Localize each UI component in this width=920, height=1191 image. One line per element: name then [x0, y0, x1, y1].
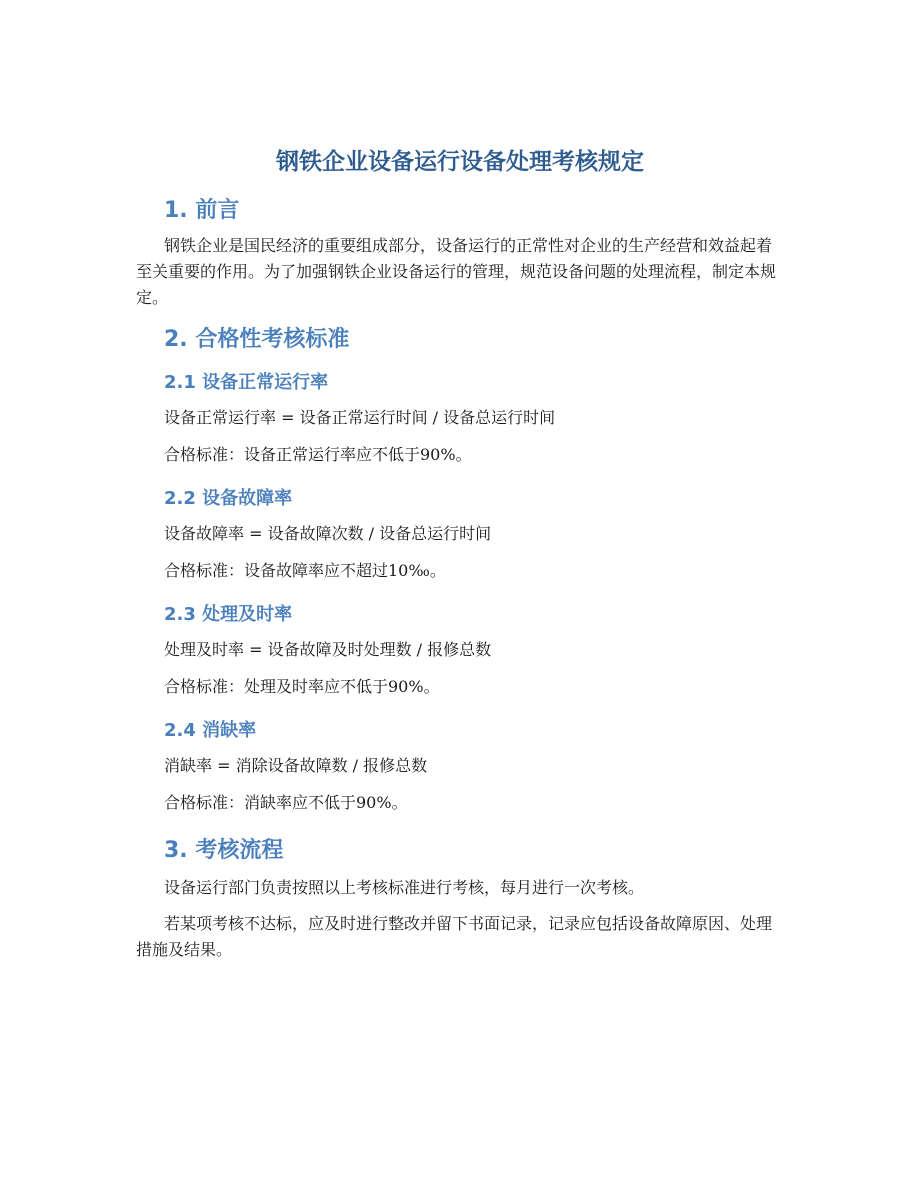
- subsection-2-1-heading: 2.1 设备正常运行率: [164, 372, 329, 393]
- subsection-2-3-heading: 2.3 处理及时率: [164, 604, 293, 625]
- subsection-2-4-standard: 合格标准：消缺率应不低于90%。: [164, 793, 408, 812]
- section-3-heading: 3. 考核流程: [164, 838, 284, 863]
- section-3-paragraph-2: 若某项考核不达标，应及时进行整改并留下书面记录，记录应包括设备故障原因、处理措施及结果。: [136, 914, 773, 959]
- section-2-heading: 2. 合格性考核标准: [164, 327, 350, 352]
- document-title: 钢铁企业设备运行设备处理考核规定: [276, 149, 644, 175]
- subsection-2-1-formula: 设备正常运行率 = 设备正常运行时间 / 设备总运行时间: [164, 408, 556, 427]
- subsection-2-2-heading: 2.2 设备故障率: [164, 488, 293, 509]
- subsection-2-1-standard: 合格标准：设备正常运行率应不低于90%。: [164, 445, 472, 464]
- section-1-heading: 1. 前言: [164, 198, 240, 223]
- subsection-2-3-standard: 合格标准：处理及时率应不低于90%。: [164, 677, 440, 696]
- subsection-2-3-formula: 处理及时率 = 设备故障及时处理数 / 报修总数: [164, 640, 492, 659]
- section-3-paragraph-1: 设备运行部门负责按照以上考核标准进行考核，每月进行一次考核。: [164, 878, 645, 897]
- subsection-2-2-formula: 设备故障率 = 设备故障次数 / 设备总运行时间: [164, 524, 492, 543]
- subsection-2-4-formula: 消缺率 = 消除设备故障数 / 报修总数: [164, 756, 428, 775]
- subsection-2-2-standard: 合格标准：设备故障率应不超过10‰。: [164, 561, 446, 580]
- section-1-paragraph: 钢铁企业是国民经济的重要组成部分，设备运行的正常性对企业的生产经营和效益起着至关重要的作用。为了加强钢铁企业设备运行的管理，规范设备问题的处理流程，制定本规定。: [136, 236, 777, 307]
- subsection-2-4-heading: 2.4 消缺率: [164, 720, 257, 741]
